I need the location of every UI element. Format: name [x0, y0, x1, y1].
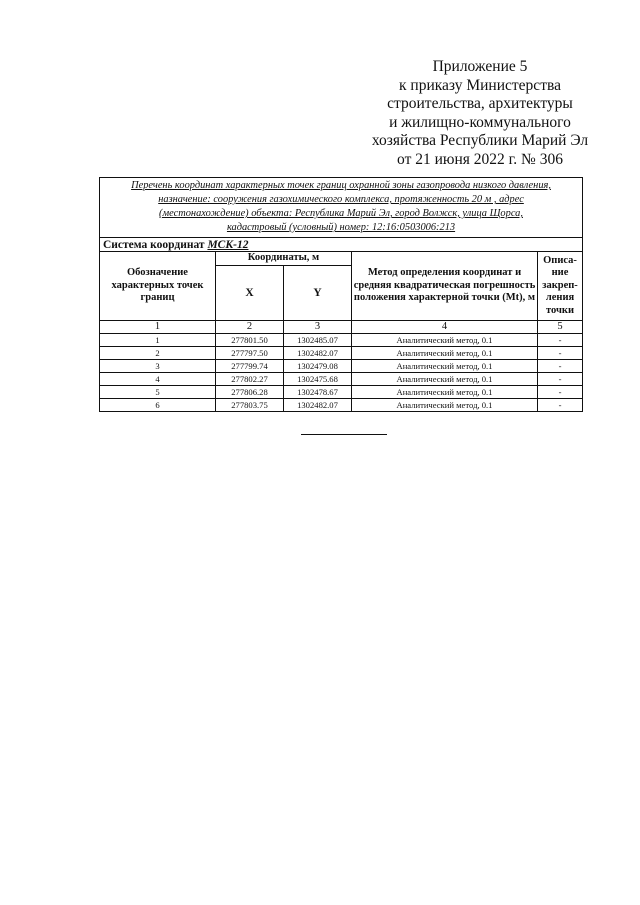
column-number: 1 [100, 321, 216, 334]
cell-point: 3 [100, 360, 216, 373]
table-row [100, 360, 583, 373]
table-caption [100, 178, 583, 238]
header-method: Метод определения координат и средняя квадратическая погрешность положения характерной точки (Mt), м [352, 252, 538, 321]
column-number: 3 [284, 321, 352, 334]
cell-x: 277806.28 [216, 386, 284, 399]
caption-line: кадастровый (условный) номер: 12:16:0503006:213 [226, 222, 456, 233]
cell-description: - [538, 399, 583, 412]
table-row [100, 334, 583, 347]
cell-point: 4 [100, 373, 216, 386]
header-y: Y [284, 266, 352, 321]
cell-point: 2 [100, 347, 216, 360]
coordinate-system-row [100, 238, 583, 252]
cell-x: 277797.50 [216, 347, 284, 360]
cell-method: Аналитический метод, 0.1 [352, 347, 538, 360]
cell-description: - [538, 347, 583, 360]
column-number-row [100, 321, 583, 334]
cell-y: 1302482.07 [284, 347, 352, 360]
cell-x: 277799.74 [216, 360, 284, 373]
cell-point: 5 [100, 386, 216, 399]
coordinate-system-label: Система координат [103, 238, 205, 251]
table-row [100, 399, 583, 412]
cell-method: Аналитический метод, 0.1 [352, 386, 538, 399]
table-row [100, 373, 583, 386]
cell-description: - [538, 373, 583, 386]
cell-y: 1302485.07 [284, 334, 352, 347]
cell-method: Аналитический метод, 0.1 [352, 360, 538, 373]
cell-x: 277803.75 [216, 399, 284, 412]
appendix-line: строительства, архитектуры [387, 95, 573, 113]
cell-description: - [538, 334, 583, 347]
cell-description: - [538, 386, 583, 399]
column-number: 5 [538, 321, 583, 334]
coordinates-table [99, 177, 583, 412]
cell-y: 1302475.68 [284, 373, 352, 386]
table-caption-row [100, 178, 583, 238]
caption-line: назначение: сооружения газохимического комплекса, протяженность 20 м , адрес [158, 194, 524, 205]
cell-method: Аналитический метод, 0.1 [352, 373, 538, 386]
appendix-line: к приказу Министерства [399, 76, 561, 94]
cell-point: 1 [100, 334, 216, 347]
appendix-line: от 21 июня 2022 г. № 306 [397, 150, 563, 168]
cell-y: 1302478.67 [284, 386, 352, 399]
appendix-header [330, 58, 630, 170]
cell-method: Аналитический метод, 0.1 [352, 334, 538, 347]
header-coordinates: Координаты, м [216, 252, 352, 266]
appendix-line: хозяйства Республики Марий Эл [371, 132, 589, 150]
header-row [100, 252, 583, 266]
header-x: X [216, 266, 284, 321]
table-row [100, 347, 583, 360]
cell-description: - [538, 360, 583, 373]
caption-line: Перечень координат характерных точек границ охранной зоны газопровода низкого давления, [131, 180, 551, 191]
closing-divider-line [301, 434, 387, 435]
cell-y: 1302482.07 [284, 399, 352, 412]
appendix-line: Приложение 5 [432, 58, 528, 75]
coordinate-system-value: МСК-12 [207, 238, 249, 251]
cell-method: Аналитический метод, 0.1 [352, 399, 538, 412]
coordinate-system [100, 238, 583, 252]
cell-point: 6 [100, 399, 216, 412]
caption-line: (местонахождение) объекта: Республика Марий Эл, город Волжск, улица Щорса, [159, 208, 523, 219]
column-number: 4 [352, 321, 538, 334]
appendix-line: и жилищно-коммунального [389, 113, 571, 131]
header-point-designation: Обозначение характерных точек границ [100, 252, 216, 321]
cell-x: 277801.50 [216, 334, 284, 347]
header-description: Описа-ние закреп-ления точки [538, 252, 583, 321]
cell-y: 1302479.08 [284, 360, 352, 373]
column-number: 2 [216, 321, 284, 334]
cell-x: 277802.27 [216, 373, 284, 386]
table-row [100, 386, 583, 399]
